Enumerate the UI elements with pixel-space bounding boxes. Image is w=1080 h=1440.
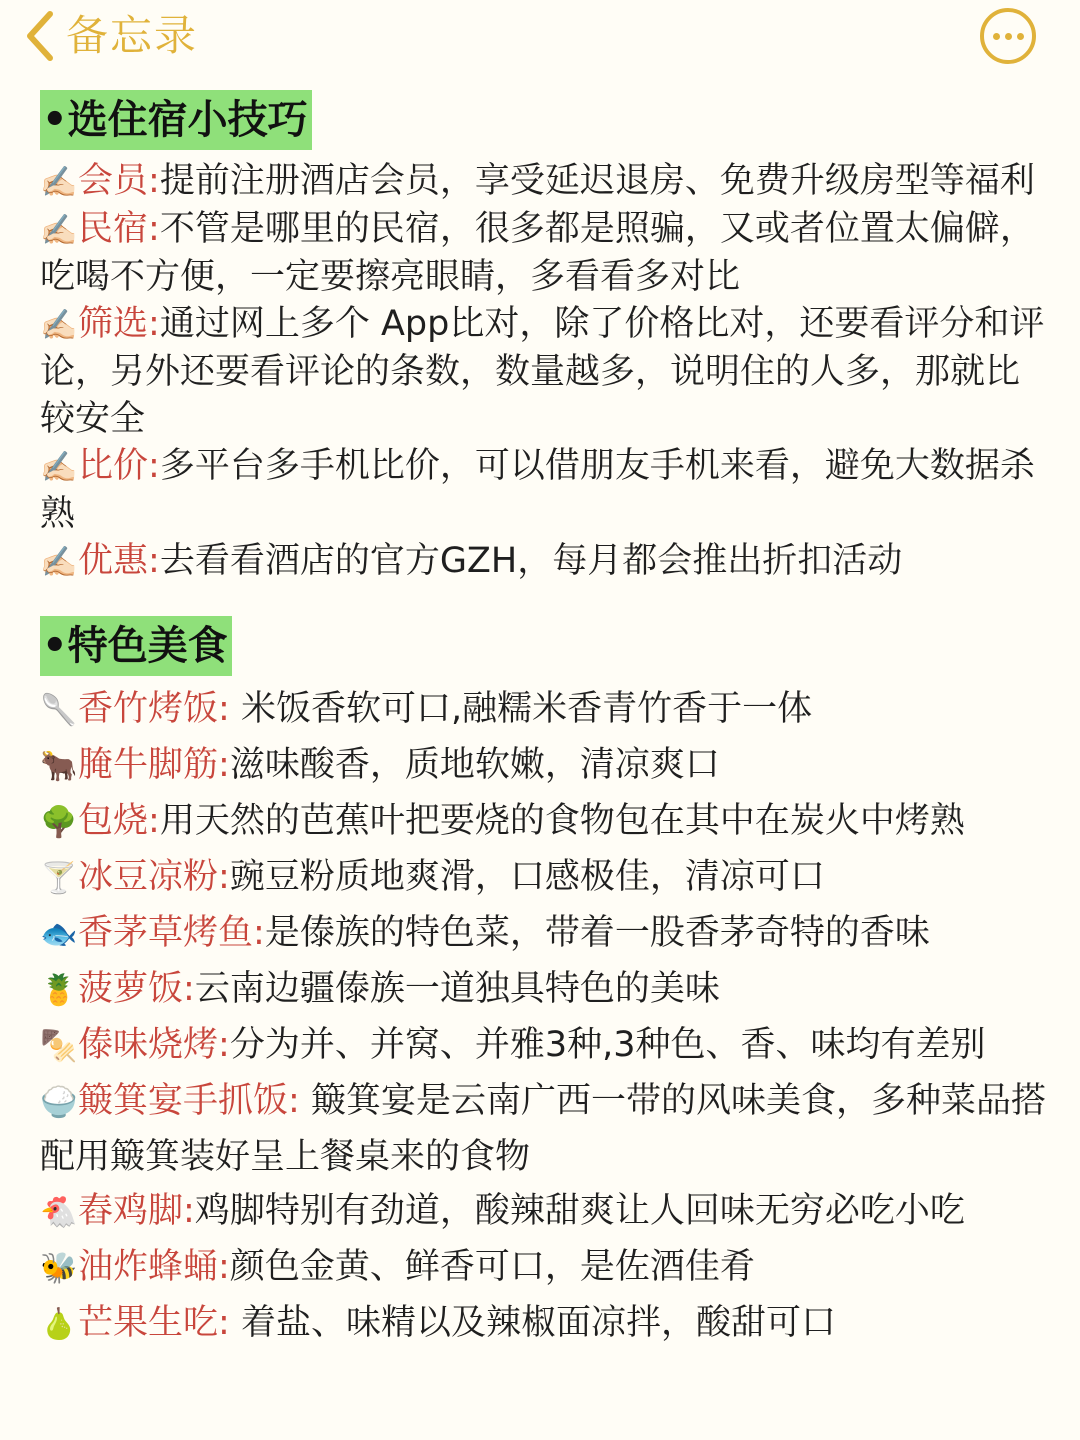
tree-icon: 🌳	[40, 805, 78, 840]
list-item	[40, 1296, 1052, 1352]
chicken-icon: 🐔	[40, 1195, 78, 1230]
item-text: 提前注册酒店会员，享受延迟退房、免费升级房型等福利	[159, 161, 1035, 201]
item-text: 滋味酸香，质地软嫩，清凉爽口	[229, 745, 720, 785]
ox-icon: 🐂	[40, 749, 78, 784]
section-lodging-tips	[40, 90, 1052, 586]
item-keyword: 舂鸡脚	[78, 1191, 184, 1231]
list-item	[40, 682, 1052, 738]
bee-icon: 🐝	[40, 1251, 78, 1286]
item-keyword: 菠萝饭	[78, 969, 184, 1009]
list-item	[40, 538, 1052, 586]
section-title: •选住宿小技巧	[40, 90, 312, 150]
tips-list	[40, 158, 1052, 586]
item-colon: :	[218, 1025, 230, 1065]
list-item	[40, 1184, 1052, 1240]
writing-hand-icon: ✍🏻	[40, 545, 78, 580]
list-item	[40, 443, 1052, 538]
pear-icon: 🍐	[40, 1307, 78, 1342]
section-local-food	[40, 616, 1052, 1352]
item-colon: :	[183, 969, 195, 1009]
item-keyword: 油炸蜂蛹	[78, 1247, 219, 1287]
food-list	[40, 682, 1052, 1352]
cocktail-icon: 🍸	[40, 861, 78, 896]
more-options-button[interactable]	[980, 8, 1036, 64]
spoon-icon: 🥄	[40, 693, 78, 728]
pineapple-icon: 🍍	[40, 973, 78, 1008]
item-colon: :	[253, 913, 265, 953]
more-dot-icon	[1017, 33, 1024, 40]
skewer-icon: 🍢	[40, 1029, 78, 1064]
list-item	[40, 850, 1052, 906]
section-title: •特色美食	[40, 616, 232, 676]
list-item	[40, 1018, 1052, 1074]
item-keyword: 比价	[78, 446, 149, 486]
writing-hand-icon: ✍🏻	[40, 308, 78, 343]
item-text: 多平台多手机比价，可以借朋友手机来看，避免大数据杀熟	[40, 446, 1035, 534]
item-text: 米饭香软可口,融糯米香青竹香于一体	[240, 689, 813, 729]
item-colon: :	[218, 689, 241, 729]
item-text: 云南边疆傣族一道独具特色的美味	[194, 969, 720, 1009]
item-text: 通过网上多个 App比对，除了价格比对，还要看评分和评论，另外还要看评论的条数，数量越多，说明住的人多，那就比较安全	[40, 304, 1045, 439]
more-dot-icon	[993, 33, 1000, 40]
item-text: 是傣族的特色菜，带着一股香茅奇特的香味	[264, 913, 930, 953]
item-colon: :	[148, 801, 160, 841]
list-item	[40, 962, 1052, 1018]
item-keyword: 芒果生吃	[78, 1303, 219, 1343]
writing-hand-icon: ✍🏻	[40, 165, 78, 200]
list-item	[40, 738, 1052, 794]
item-text: 着盐、味精以及辣椒面凉拌，酸甜可口	[240, 1303, 836, 1343]
item-keyword: 香茅草烤鱼	[78, 913, 254, 953]
item-keyword: 傣味烧烤	[78, 1025, 219, 1065]
more-dot-icon	[1005, 33, 1012, 40]
item-colon: :	[218, 1303, 241, 1343]
rice-bowl-icon: 🍚	[40, 1085, 78, 1120]
back-label: 备忘录	[66, 11, 199, 60]
item-colon: :	[148, 541, 160, 581]
fish-icon: 🐟	[40, 917, 78, 952]
item-keyword: 会员	[78, 161, 149, 201]
item-keyword: 簸箕宴手抓饭	[78, 1081, 289, 1121]
item-colon: :	[288, 1081, 311, 1121]
list-item	[40, 794, 1052, 850]
item-keyword: 冰豆凉粉	[78, 857, 219, 897]
item-colon: :	[148, 161, 160, 201]
item-text: 簸箕宴是云南广西一带的风味美食，多种菜品搭配用簸箕装好呈上餐桌来的食物	[40, 1081, 1046, 1177]
list-item	[40, 158, 1052, 206]
item-colon: :	[148, 209, 160, 249]
item-colon: :	[148, 446, 160, 486]
item-colon: :	[218, 857, 230, 897]
list-item	[40, 206, 1052, 301]
item-keyword: 民宿	[78, 209, 149, 249]
note-content[interactable]	[40, 90, 1052, 1352]
item-keyword: 优惠	[78, 541, 149, 581]
item-text: 鸡脚特别有劲道，酸辣甜爽让人回味无穷必吃小吃	[194, 1191, 965, 1231]
item-text: 豌豆粉质地爽滑，口感极佳，清凉可口	[229, 857, 825, 897]
top-bar	[0, 0, 1080, 78]
list-item	[40, 1240, 1052, 1296]
item-keyword: 包烧	[78, 801, 149, 841]
item-colon: :	[148, 304, 160, 344]
item-text: 分为并、并窝、并雅3种,3种色、香、味均有差别	[229, 1025, 986, 1065]
item-text: 颜色金黄、鲜香可口，是佐酒佳肴	[229, 1247, 755, 1287]
writing-hand-icon: ✍🏻	[40, 213, 78, 248]
item-colon: :	[183, 1191, 195, 1231]
writing-hand-icon: ✍🏻	[40, 450, 78, 485]
chevron-left-icon	[22, 8, 56, 64]
item-text: 不管是哪里的民宿，很多都是照骗，又或者位置太偏僻，吃喝不方便，一定要擦亮眼睛，多看看多对比	[40, 209, 1035, 297]
back-button[interactable]	[22, 4, 198, 68]
item-text: 用天然的芭蕉叶把要烧的食物包在其中在炭火中烤熟	[159, 801, 965, 841]
list-item	[40, 906, 1052, 962]
list-item	[40, 1074, 1052, 1184]
list-item	[40, 301, 1052, 443]
item-keyword: 腌牛脚筋	[78, 745, 219, 785]
item-keyword: 香竹烤饭	[78, 689, 219, 729]
item-text: 去看看酒店的官方GZH，每月都会推出折扣活动	[159, 541, 903, 581]
item-keyword: 筛选	[78, 304, 149, 344]
item-colon: :	[218, 745, 230, 785]
item-colon: :	[218, 1247, 230, 1287]
